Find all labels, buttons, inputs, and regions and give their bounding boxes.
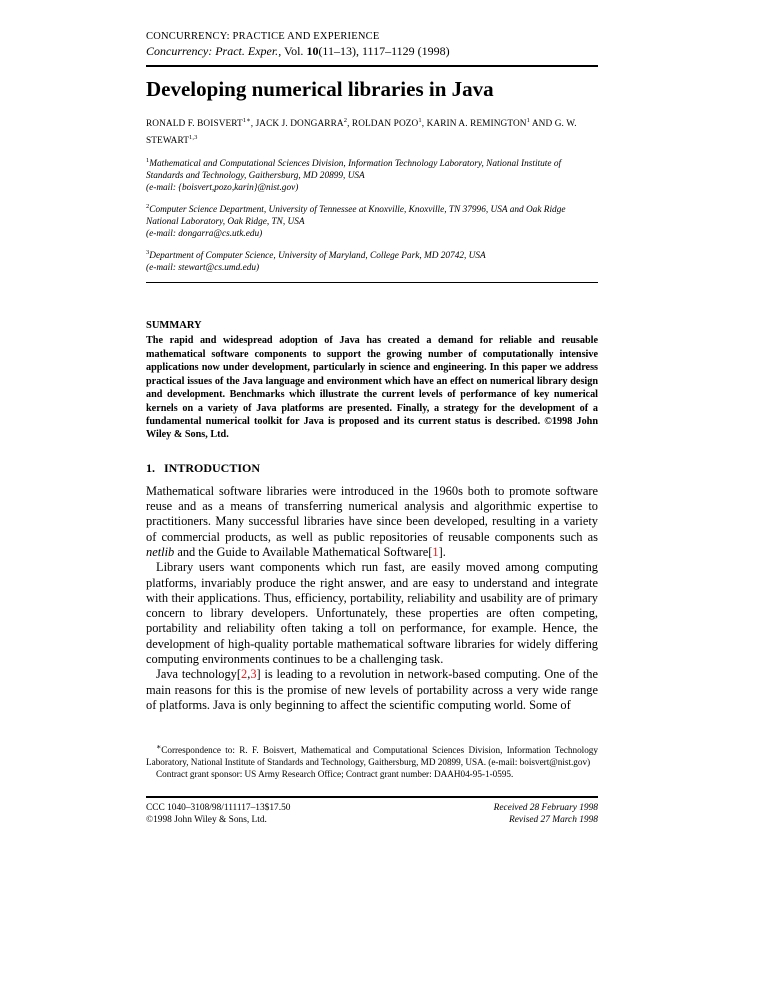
paper-title: Developing numerical libraries in Java xyxy=(146,77,494,101)
author-sup: 1 xyxy=(418,117,422,124)
paragraph-text: ] is leading to a revolution in network-based computing. One of the main reasons for this is the promise of new levels of portability across a very wide range of platforms. Java is only beginning to affect the scientific computing world. Some of xyxy=(146,667,599,712)
author-boisvert: RONALD F. BOISVERT xyxy=(146,119,243,130)
section-title: INTRODUCTION xyxy=(164,460,261,475)
page-footer xyxy=(146,796,598,826)
footer-row-2 xyxy=(146,814,598,826)
paragraph-text: Mathematical software libraries were introduced in the 1960s both to promote software reuse and as a means of transferring numerical analysis and algorithmic expertise to practitioners. Many successful libraries have since been developed, resulting in a variety of commercial products, as well as public repositories of reusable components such as xyxy=(146,483,598,544)
affiliation-1 xyxy=(146,155,598,194)
affiliation-sup: 2 xyxy=(146,203,150,211)
author-sup: 1,3 xyxy=(189,134,198,142)
author-sup: 1∗ xyxy=(242,117,251,124)
paragraph-text: Java technology[ xyxy=(156,667,241,682)
footnote-mark: ∗ xyxy=(156,742,162,751)
citation-journal: Concurrency: Pract. Exper. xyxy=(146,44,279,58)
affiliation-sup: 3 xyxy=(146,249,150,257)
footnote-grant: Contract grant sponsor: US Army Research Office; Contract grant number: DAAH04-95-1-0595. xyxy=(156,769,514,780)
section-heading xyxy=(146,461,598,476)
author-list xyxy=(146,114,598,148)
paragraph-2: Library users want components which run fast, are easily moved among computing platforms, invariably produce the right answer, and are easy to understand and integrate with their applications. Thus, efficiency, portability, reliability and usability are of primary concern to library developers. Unfortunately, these properties are often competing, portability and reliability often taking a toll on performance, for example. Hence, the development of high-quality portable mathematical software libraries for widely differing computing environments continues to be a challenging task. xyxy=(146,560,598,666)
paragraph-3 xyxy=(146,667,598,713)
copyright: ©1998 John Wiley & Sons, Ltd. xyxy=(146,815,267,825)
paper-page xyxy=(146,30,598,713)
affiliation-email: (e-mail: stewart@cs.umd.edu) xyxy=(146,263,260,274)
header-rule xyxy=(146,65,598,67)
citation-rest: (11–13), 1117–1129 (1998) xyxy=(318,44,450,58)
footer-rule xyxy=(146,796,598,798)
affiliation-2 xyxy=(146,201,598,240)
received-date: Received 28 February 1998 xyxy=(493,803,598,813)
footnote-correspondence xyxy=(146,741,598,768)
footer-row-1 xyxy=(146,802,598,814)
body-text xyxy=(146,484,598,713)
affiliation-text: Department of Computer Science, University of Maryland, College Park, MD 20742, USA xyxy=(149,251,486,262)
citation-volume: 10 xyxy=(306,44,319,58)
author-dongarra: , JACK J. DONGARRA xyxy=(250,119,344,130)
author-sup: 1 xyxy=(526,117,530,124)
journal-citation xyxy=(146,44,598,59)
summary-heading: SUMMARY xyxy=(146,320,202,332)
affiliation-3 xyxy=(146,247,598,274)
author-pozo: , ROLDAN POZO xyxy=(347,119,419,130)
author-sup: 2 xyxy=(343,117,348,124)
affiliation-text: Mathematical and Computational Sciences Division, Information Technology Laboratory, National Institute of Standards and Technology, Gaithersburg, MD 20899, USA xyxy=(146,159,562,182)
affiliation-rule xyxy=(146,282,598,283)
citation-link-1[interactable]: 1 xyxy=(432,544,439,559)
ccc-code: CCC 1040–3108/98/111117–13$17.50 xyxy=(146,803,291,813)
citation-link-2[interactable]: 2 xyxy=(241,667,248,682)
affiliation-sup: 1 xyxy=(146,157,150,165)
section-number: 1. xyxy=(146,460,155,475)
footnotes xyxy=(146,741,598,780)
netlib-term: netlib xyxy=(146,544,175,559)
author-remington: , KARIN A. REMINGTON xyxy=(421,119,527,130)
citation-link-3[interactable]: 3 xyxy=(250,667,257,682)
paragraph-text: , xyxy=(247,667,251,682)
paragraph-text: and the Guide to Available Mathematical Software[ xyxy=(174,544,433,559)
revised-date: Revised 27 March 1998 xyxy=(509,815,598,825)
paragraph-text: ]. xyxy=(438,544,446,559)
paragraph-1 xyxy=(146,484,598,560)
footnote-text: Correspondence to: R. F. Boisvert, Mathematical and Computational Sciences Division, Information Technology Laboratory, National Institute of Standards and Technology, Gaithersburg, MD 20899, USA. (e-mail: boisvert@nist.gov) xyxy=(146,745,598,768)
citation-vol-prefix: , Vol. xyxy=(278,44,307,58)
affiliation-email: (e-mail: dongarra@cs.utk.edu) xyxy=(146,229,263,240)
summary-text: The rapid and widespread adoption of Java has created a demand for reliable and reusable mathematical software components to support the growing number of computationally intensive applications now under development, particularly in science and engineering. In this paper we address practical issues of the Java language and environment which have an effect on numerical library design and development. Benchmarks which illustrate the current levels of performance of key numerical kernels on a variety of Java platforms are presented. Finally, a strategy for the development of a fundamental numerical toolkit for Java is proposed and its current status is described. ©1998 John Wiley & Sons, Ltd. xyxy=(146,335,598,441)
affiliation-email: (e-mail: {boisvert,pozo,karin}@nist.gov) xyxy=(146,183,299,194)
affiliation-text: Computer Science Department, University of Tennessee at Knoxville, Knoxville, TN 37996, USA and Oak Ridge National Laboratory, Oak Ridge, TN, USA xyxy=(146,205,566,228)
journal-name: CONCURRENCY: PRACTICE AND EXPERIENCE xyxy=(146,31,380,42)
author-stewart: AND G. W. STEWART xyxy=(146,119,577,147)
